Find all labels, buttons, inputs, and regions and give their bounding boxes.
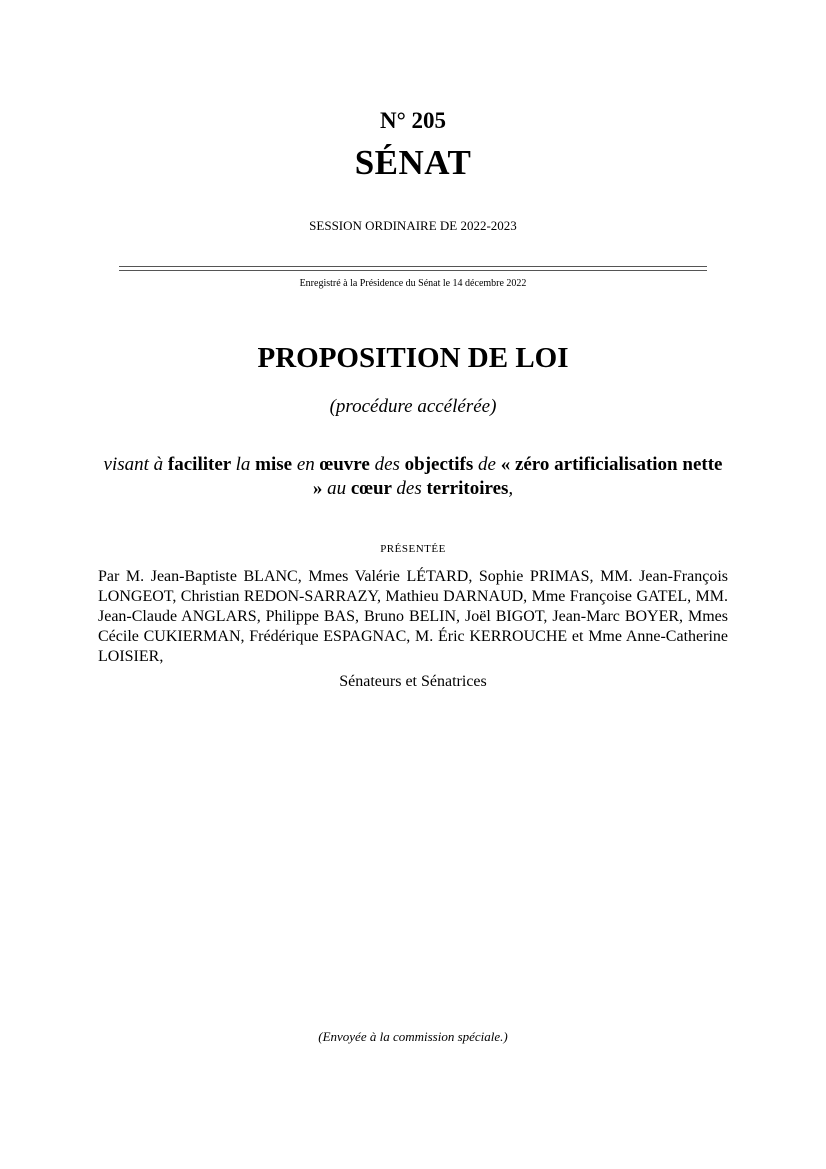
procedure-label: (procédure accélérée) <box>329 396 497 417</box>
objective-segment: œuvre <box>319 454 375 475</box>
objective-segment: cœur <box>350 478 397 499</box>
objective-segment: au <box>327 478 351 499</box>
objective-segment: des <box>374 454 405 475</box>
objective-segment: « zéro artificialisation nette » <box>312 454 723 499</box>
objective-segment: territoires <box>426 478 509 499</box>
objective-segment: , <box>508 478 514 499</box>
objective-segment: visant à <box>103 454 168 475</box>
objective-segment: de <box>478 454 501 475</box>
objective-segment: la <box>235 454 256 475</box>
authors-list: Par M. Jean-Baptiste BLANC, Mmes Valérie LÉTARD, Sophie PRIMAS, MM. Jean-François LONGEOT, Christian REDON-SARRAZY, Mathieu DARNAUD, Mme Françoise GATEL, MM. Jean-Claude ANGLARS, Philippe BAS, Bruno BELIN, Joël BIGOT, Jean-Marc BOYER, Mmes Cécile CUKIERMAN, Frédérique ESPAGNAC, M. Éric KERROUCHE et Mme Anne-Catherine LOISIER, <box>98 568 728 665</box>
objective-segment: en <box>296 454 320 475</box>
objective-segment: objectifs <box>404 454 478 475</box>
referral-note: (Envoyée à la commission spéciale.) <box>318 1029 508 1044</box>
document-number: N° 205 <box>379 108 447 133</box>
registration-date: Enregistré à la Présidence du Sénat le 14 décembre 2022 <box>299 278 527 289</box>
objective-segment: mise <box>255 454 297 475</box>
presented-label: PRÉSENTÉE <box>380 543 446 555</box>
objective-segment: faciliter <box>167 454 236 475</box>
signers-label: Sénateurs et Sénatrices <box>339 673 487 690</box>
session-label: SESSION ORDINAIRE DE 2022-2023 <box>309 218 517 233</box>
double-rule-divider <box>119 266 707 271</box>
objective-segment: des <box>396 478 427 499</box>
bill-objective <box>100 453 726 501</box>
document-type-title: PROPOSITION DE LOI <box>257 342 569 374</box>
chamber-title: SÉNAT <box>354 143 472 182</box>
